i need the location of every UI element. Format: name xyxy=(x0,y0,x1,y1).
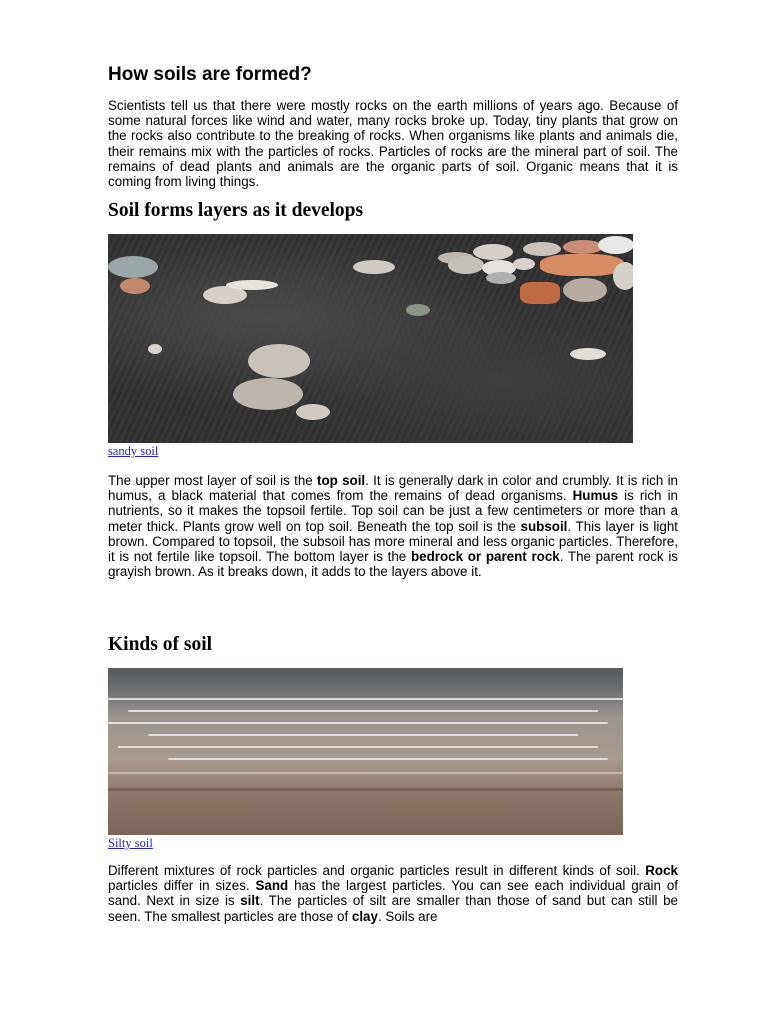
silty-soil-link[interactable]: Silty soil xyxy=(108,836,153,850)
paragraph-soil-formation: Scientists tell us that there were mostly rocks on the earth millions of years ago. Because of some natural forces like wind and water, many rocks broke up. Today, tiny plants that grow on the rocks also contribute to the breaking of rocks. When organisms like plants and animals die, their remains mix with the particles of rocks. Particles of rocks are the mineral part of soil. The remains of dead plants and animals are the organic parts of soil. Organic means that it is coming from living things. xyxy=(108,98,678,190)
paragraph-kinds-of-soil: Different mixtures of rock particles and organic particles result in different kinds of soil. Rock particles differ in sizes. Sand has the largest particles. You can see each individual grain of sand. Next in size is silt. The particles of silt are smaller than those of sand but can still be seen. The smallest particles are those of clay. Soils are xyxy=(108,863,679,924)
heading-soil-layers: Soil forms layers as it develops xyxy=(108,200,364,221)
sandy-soil-photo xyxy=(108,234,633,443)
silty-soil-photo xyxy=(108,668,623,835)
heading-how-soils-formed: How soils are formed? xyxy=(108,64,312,85)
paragraph-soil-layers: The upper most layer of soil is the top soil. It is generally dark in color and crumbly. It is rich in humus, a black material that comes from the remains of dead organisms. Humus is rich in nutrients, so it makes the topsoil fertile. Top soil can be just a few centimeters or more than a meter thick. Plants grow well on top soil. Beneath the top soil is the subsoil. This layer is light brown. Compared to topsoil, the subsoil has more mineral and less organic particles. Therefore, it is not fertile like topsoil. The bottom layer is the bedrock or parent rock. The parent rock is grayish brown. As it breaks down, it adds to the layers above it. xyxy=(108,473,679,580)
heading-kinds-of-soil: Kinds of soil xyxy=(108,634,213,655)
sandy-soil-link[interactable]: sandy soil xyxy=(108,444,159,458)
